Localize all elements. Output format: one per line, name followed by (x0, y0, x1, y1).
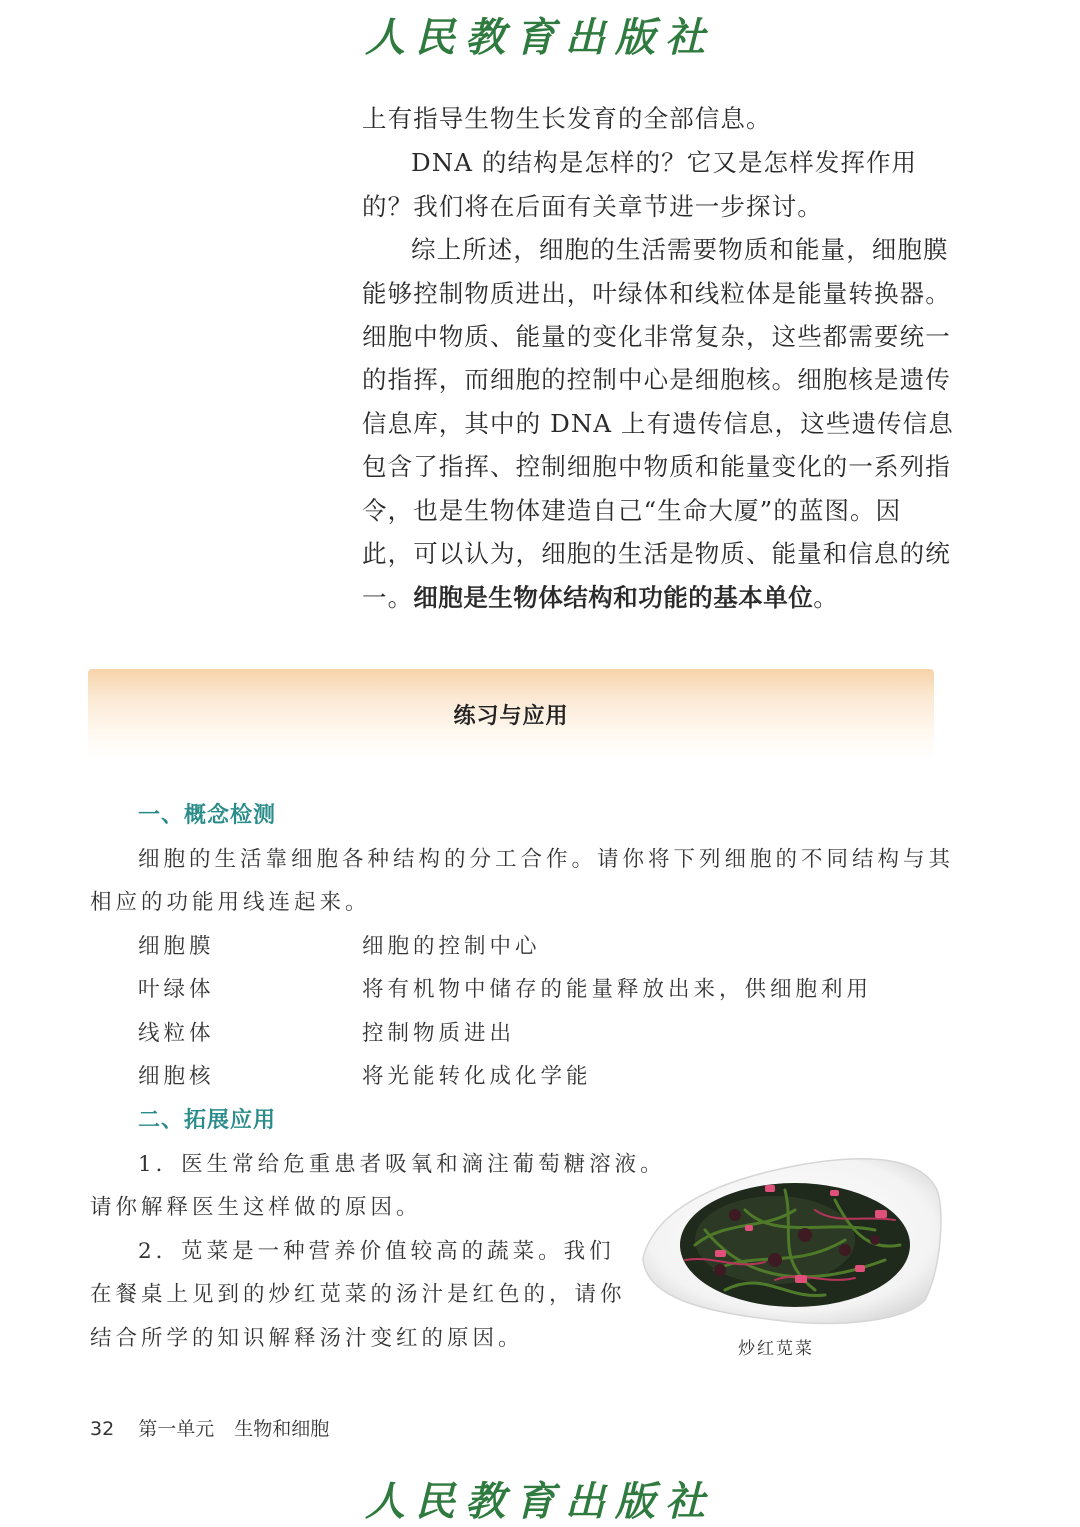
question-2-text: 在餐桌上见到的炒红苋菜的汤汁是红色的，请你 (90, 1282, 626, 1307)
body-line: 包含了指挥、控制细胞中物质和能量变化的一系列指 (362, 452, 951, 481)
key-concept-bold: 细胞是生物体结构和功能的基本单位 (413, 583, 814, 612)
cell-function-item: 控制物质进出 (362, 1021, 516, 1046)
body-line: 此，可以认为，细胞的生活是物质、能量和信息的统 (362, 539, 951, 568)
body-line-conclusion (362, 576, 839, 620)
question-1-text: 请你解释医生这样做的原因。 (90, 1195, 422, 1220)
publisher-logo-bottom: 人民教育出版社 (365, 1478, 715, 1525)
body-line: 能够控制物质进出，叶绿体和线粒体是能量转换器。 (362, 279, 951, 308)
cell-structure-item: 线粒体 (138, 1021, 215, 1046)
body-line: 的指挥，而细胞的控制中心是细胞核。细胞核是遗传 (362, 365, 951, 394)
cell-structure-item: 细胞核 (138, 1064, 215, 1089)
exercise-text: 相应的功能用线连起来。 (90, 890, 371, 915)
cell-function-item: 将有机物中储存的能量释放出来，供细胞利用 (362, 977, 873, 1002)
body-line: 的？我们将在后面有关章节进一步探讨。 (362, 192, 823, 221)
unit-label: 第一单元 (138, 1418, 215, 1440)
body-line: 上有指导生物生长发育的全部信息。 (362, 104, 772, 133)
cell-function-item: 细胞的控制中心 (362, 934, 541, 959)
section-heading-concept-check: 一、概念检测 (138, 803, 277, 828)
question-2-text: 结合所学的知识解释汤汁变红的原因。 (90, 1326, 524, 1351)
unit-title: 生物和细胞 (234, 1418, 330, 1440)
body-line: 令，也是生物体建造自己“生命大厦”的蓝图。因 (362, 496, 902, 525)
exercise-title: 练习与应用 (453, 704, 569, 729)
question-1-text: 1．医生常给危重患者吸氧和滴注葡萄糖溶液。 (138, 1152, 666, 1177)
page-footer (90, 1414, 329, 1441)
section-heading-extended-application: 二、拓展应用 (138, 1108, 277, 1133)
body-line: 综上所述，细胞的生活需要物质和能量，细胞膜 (411, 235, 949, 264)
amaranth-dish-image (625, 1150, 945, 1330)
cell-function-item: 将光能转化成化学能 (362, 1064, 592, 1089)
body-text: 。 (813, 583, 839, 612)
body-text: 一。 (362, 583, 414, 612)
cell-structure-item: 叶绿体 (138, 977, 215, 1002)
body-line: 信息库，其中的 DNA 上有遗传信息，这些遗传信息 (362, 409, 954, 438)
cell-structure-item: 细胞膜 (138, 934, 215, 959)
body-line: 细胞中物质、能量的变化非常复杂，这些都需要统一 (362, 322, 951, 351)
image-caption: 炒红苋菜 (738, 1339, 814, 1359)
page-number: 32 (90, 1418, 115, 1440)
body-line: DNA 的结构是怎样的？它又是怎样发挥作用 (411, 148, 918, 177)
exercise-banner (88, 669, 934, 759)
exercise-text: 细胞的生活靠细胞各种结构的分工合作。请你将下列细胞的不同结构与其 (138, 847, 955, 872)
question-2-text: 2．苋菜是一种营养价值较高的蔬菜。我们 (138, 1239, 615, 1264)
publisher-logo-top: 人民教育出版社 (365, 14, 715, 61)
